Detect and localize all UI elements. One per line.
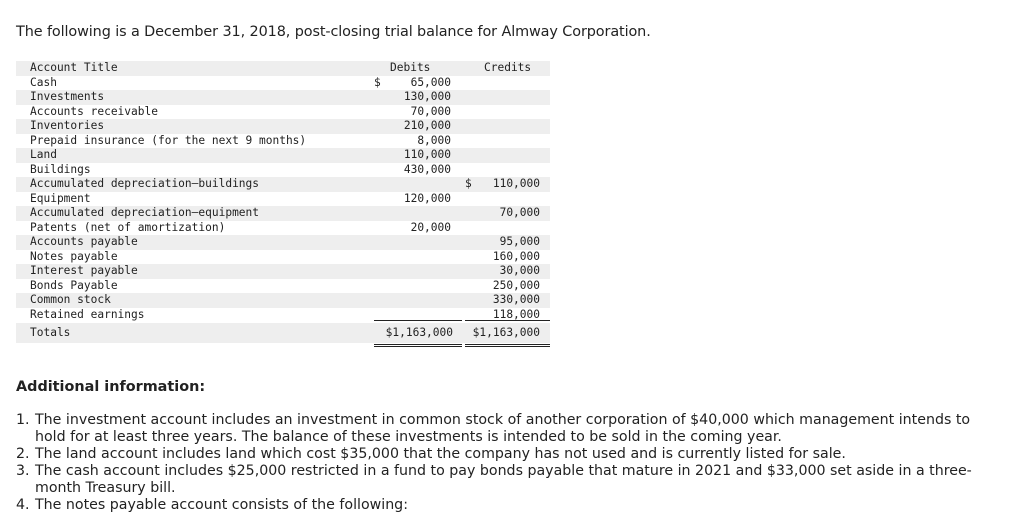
account-cell: Investments	[30, 90, 105, 103]
credit-cell: 95,000	[499, 235, 540, 248]
account-cell: Notes payable	[30, 249, 118, 263]
account-cell: Cash	[30, 75, 57, 89]
list-item-text: The investment account includes an investment in common stock of another corporation of $40,000 which management intends to hold for at least three years. The balance of these investments is intended to be sold in the coming year.	[35, 412, 971, 445]
debit-dollar-sign: $	[374, 75, 381, 89]
list-item	[16, 497, 996, 514]
account-cell: Bonds Payable	[30, 278, 118, 292]
account-cell: Common stock	[30, 293, 111, 306]
account-cell: Patents (net of amortization)	[30, 220, 226, 234]
table-row	[16, 293, 550, 308]
account-cell: Prepaid insurance (for the next 9 months)	[30, 133, 307, 147]
list-item-number: 4.	[16, 497, 30, 513]
totals-label: Totals	[30, 326, 71, 339]
debit-cell: 8,000	[417, 133, 451, 147]
intro-text: The following is a December 31, 2018, post-closing trial balance for Almway Corporation.	[16, 24, 651, 40]
account-cell: Interest payable	[30, 264, 138, 277]
credit-cell: 110,000	[492, 177, 540, 190]
header-credits: Credits	[484, 61, 532, 74]
list-item-text: The notes payable account consists of the following:	[35, 497, 408, 513]
credit-cell: 160,000	[492, 249, 540, 263]
list-item	[16, 463, 996, 497]
credit-cell: 118,000	[492, 307, 540, 321]
table-header-row	[16, 61, 550, 76]
table-row	[16, 105, 550, 120]
account-cell: Retained earnings	[30, 307, 145, 321]
credit-cell: 70,000	[499, 206, 540, 219]
account-cell: Equipment	[30, 191, 91, 205]
list-item	[16, 446, 996, 463]
table-row	[16, 76, 550, 91]
table-row	[16, 163, 550, 178]
credit-dollar-sign: $	[465, 177, 472, 190]
table-row	[16, 206, 550, 221]
totals-row	[16, 323, 550, 343]
additional-info-title: Additional information:	[16, 379, 206, 395]
list-item-text: The land account includes land which cost $35,000 that the company has not used and is currently listed for sale.	[35, 446, 846, 462]
list-item-number: 1.	[16, 412, 30, 428]
credit-cell: 30,000	[499, 264, 540, 277]
trial-balance-table	[16, 61, 550, 347]
table-row	[16, 250, 550, 265]
table-row	[16, 148, 550, 163]
account-cell: Land	[30, 148, 57, 161]
debit-cell: 65,000	[410, 75, 451, 89]
table-row	[16, 264, 550, 279]
credit-double-rule-1	[465, 344, 550, 345]
list-item-number: 2.	[16, 446, 30, 462]
credit-double-rule-2	[465, 346, 550, 347]
credit-cell: 250,000	[492, 278, 540, 292]
account-cell: Accounts receivable	[30, 104, 158, 118]
table-row	[16, 192, 550, 207]
account-cell: Accounts payable	[30, 235, 138, 248]
account-cell: Accumulated depreciation—equipment	[30, 206, 260, 219]
account-cell: Inventories	[30, 119, 105, 132]
header-account-title: Account Title	[30, 61, 118, 74]
debit-total-rule	[374, 320, 462, 321]
list-item-text: The cash account includes $25,000 restricted in a fund to pay bonds payable that mature in 2021 and $33,000 set aside in a three-month Treasury bill.	[35, 463, 972, 496]
table-row	[16, 90, 550, 105]
table-row	[16, 279, 550, 294]
account-cell: Buildings	[30, 162, 91, 176]
totals-credit: $1,163,000	[472, 326, 540, 339]
debit-cell: 70,000	[410, 104, 451, 118]
totals-debit: $1,163,000	[385, 326, 453, 339]
list-item-number: 3.	[16, 463, 30, 479]
debit-cell: 110,000	[403, 148, 451, 161]
debit-cell: 120,000	[403, 191, 451, 205]
debit-cell: 20,000	[410, 220, 451, 234]
list-item	[16, 412, 996, 446]
table-row	[16, 177, 550, 192]
table-row	[16, 235, 550, 250]
additional-info-list	[16, 412, 996, 514]
header-debits: Debits	[390, 61, 431, 74]
account-cell: Accumulated depreciation—buildings	[30, 177, 260, 190]
credit-total-rule	[465, 320, 550, 321]
table-row	[16, 221, 550, 236]
debit-double-rule-2	[374, 346, 462, 347]
debit-cell: 210,000	[403, 119, 451, 132]
debit-cell: 430,000	[403, 162, 451, 176]
debit-cell: 130,000	[403, 90, 451, 103]
debit-double-rule-1	[374, 344, 462, 345]
credit-cell: 330,000	[492, 293, 540, 306]
table-row	[16, 119, 550, 134]
table-row	[16, 134, 550, 149]
